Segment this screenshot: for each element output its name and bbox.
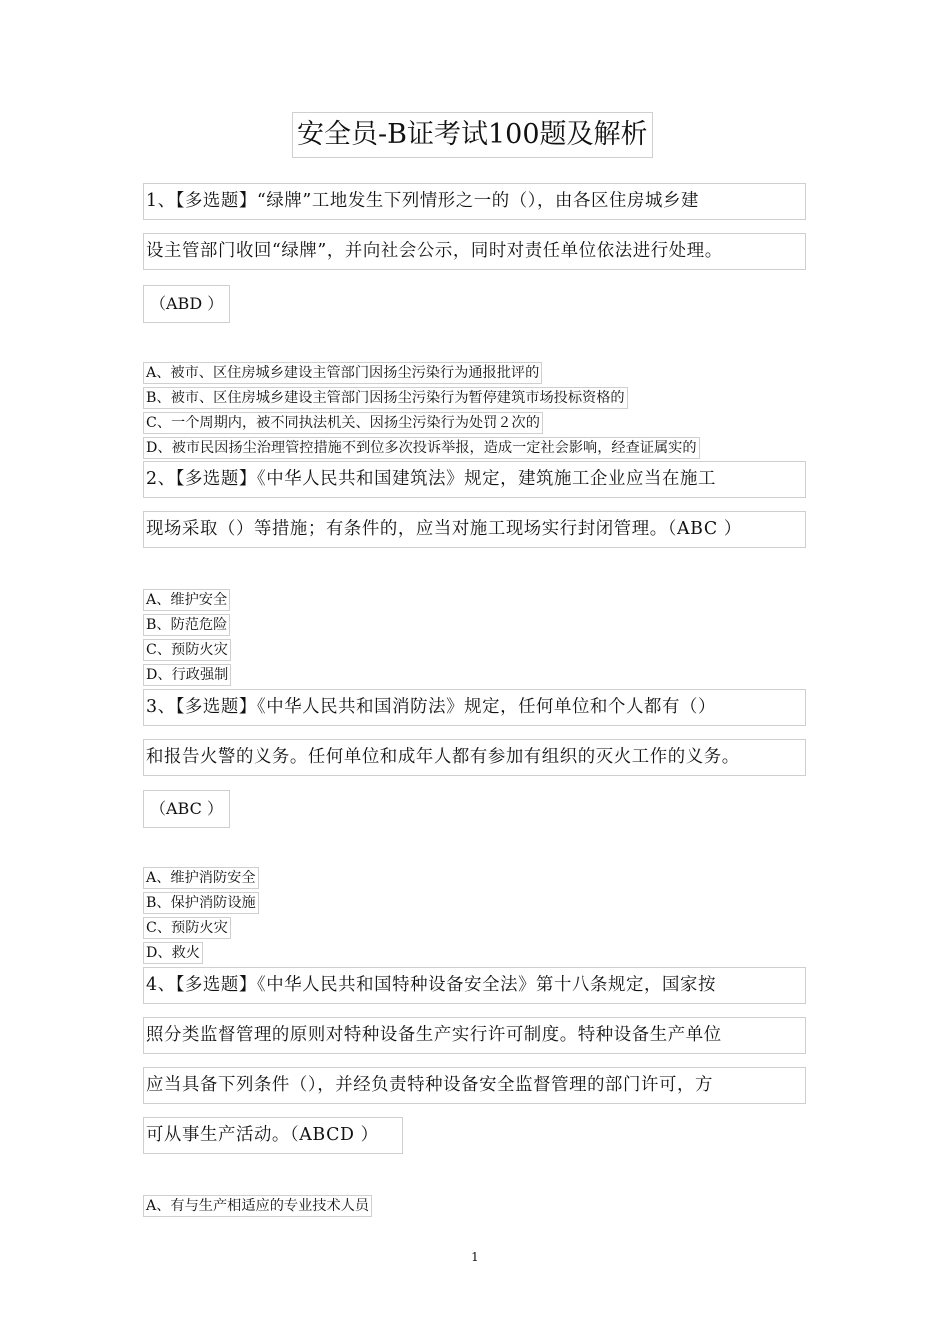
page-number: 1 [471, 1250, 479, 1264]
question-3-option-a: A、维护消防安全 [143, 867, 259, 889]
question-3-line-2: 和报告火警的义务。任何单位和成年人都有参加有组织的灭火工作的义务。 [143, 739, 806, 776]
question-1-answer: （ABD ） [143, 285, 230, 323]
question-3-option-d: D、救火 [143, 942, 203, 964]
question-1-option-a: A、被市、区住房城乡建设主管部门因扬尘污染行为通报批评的 [143, 362, 542, 384]
page-title: 安全员-B证考试100题及解析 [292, 112, 653, 158]
question-2-line-1: 2、【多选题】《中华人民共和国建筑法》规定，建筑施工企业应当在施工 [143, 461, 806, 498]
question-3-option-b: B、保护消防设施 [143, 892, 259, 914]
question-2-option-d: D、行政强制 [143, 664, 231, 686]
question-3-answer: （ABC ） [143, 790, 230, 828]
question-4-line-2: 照分类监督管理的原则对特种设备生产实行许可制度。特种设备生产单位 [143, 1017, 806, 1054]
question-2-option-a: A、维护安全 [143, 589, 230, 611]
question-1-line-1: 1、【多选题】“绿牌”工地发生下列情形之一的（），由各区住房城乡建 [143, 183, 806, 220]
question-1-line-2: 设主管部门收回“绿牌”，并向社会公示，同时对责任单位依法进行处理。 [143, 233, 806, 270]
question-4-line-3: 应当具备下列条件（），并经负责特种设备安全监督管理的部门许可，方 [143, 1067, 806, 1104]
question-3-line-1: 3、【多选题】《中华人民共和国消防法》规定，任何单位和个人都有（） [143, 689, 806, 726]
question-1-option-c: C、一个周期内，被不同执法机关、因扬尘污染行为处罚２次的 [143, 412, 543, 434]
question-2-line-2: 现场采取（）等措施；有条件的，应当对施工现场实行封闭管理。（ABC ） [143, 511, 806, 548]
question-4-line-1: 4、【多选题】《中华人民共和国特种设备安全法》第十八条规定，国家按 [143, 967, 806, 1004]
question-4-line-4: 可从事生产活动。（ABCD ） [143, 1117, 403, 1154]
question-4-option-a: A、有与生产相适应的专业技术人员 [143, 1195, 372, 1217]
question-2-option-c: C、预防火灾 [143, 639, 231, 661]
question-1-option-d: D、被市民因扬尘治理管控措施不到位多次投诉举报，造成一定社会影响，经查证属实的 [143, 437, 700, 459]
question-2-option-b: B、防范危险 [143, 614, 230, 636]
question-3-option-c: C、预防火灾 [143, 917, 231, 939]
question-1-option-b: B、被市、区住房城乡建设主管部门因扬尘污染行为暂停建筑市场投标资格的 [143, 387, 628, 409]
